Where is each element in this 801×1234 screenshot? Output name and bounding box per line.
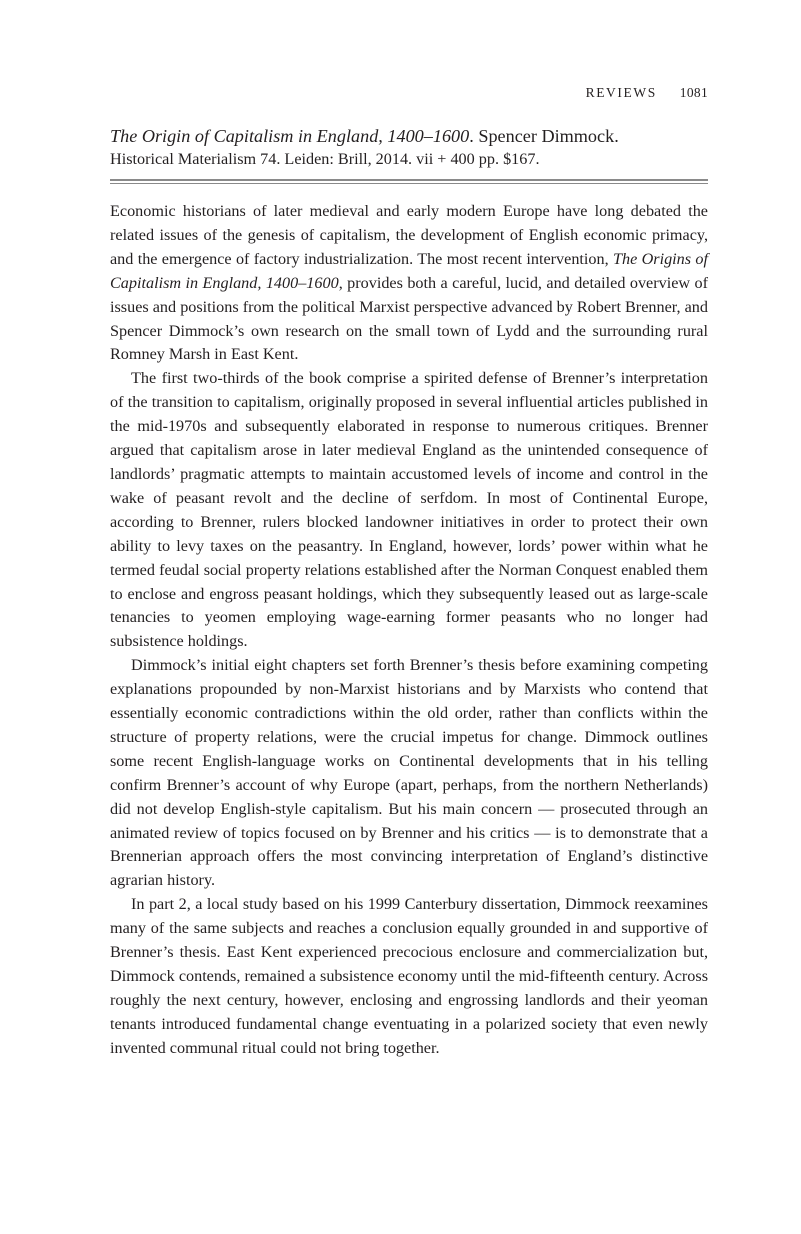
book-author: Spencer Dimmock.	[473, 126, 619, 146]
paragraph-1	[110, 200, 708, 367]
citation-publication: Historical Materialism 74. Leiden: Brill, 2014. vii + 400 pp. $167.	[110, 150, 540, 168]
page-number: 1081	[679, 85, 708, 100]
book-title: The Origin of Capitalism in England, 1400–1600	[110, 126, 470, 146]
paragraph-1-text-end: , provides both a careful, lucid, and detailed overview of issues and positions from the political Marxist perspective advanced by Robert Brenner, and Spencer Dimmock’s own research on the small town of Lydd and the surrounding rural Romney Marsh in East Kent.	[110, 273, 708, 364]
paragraph-4: In part 2, a local study based on his 1999 Canterbury dissertation, Dimmock reexamines many of the same subjects and reaches a conclusion equally grounded in and supportive of Brenner’s thesis. East Kent experienced precocious enclosure and commercialization but, Dimmock contends, remained a subsistence economy until the mid-fifteenth century. Across roughly the next century, however, enclosing and engrossing landlords and their yeoman tenants introduced fundamental change eventuating in a polarized society that even newly invented communal ritual could not bring together.	[110, 895, 708, 1057]
paragraph-2: The first two-thirds of the book comprise a spirited defense of Brenner’s interpretation of the transition to capitalism, originally proposed in several influential articles published in the mid-1970s and subsequently elaborated in response to numerous critiques. Brenner argued that capitalism arose in later medieval England as the unintended consequence of landlords’ pragmatic attempts to maintain accustomed levels of income and control in the wake of peasant revolt and the decline of serfdom. In most of Continental Europe, according to Brenner, rulers blocked landowner initiatives in order to protect their own ability to levy taxes on the peasantry. In England, however, lords’ power within what he termed feudal social property relations established after the Norman Conquest enabled them to enclose and engross peasant holdings, which they subsequently leased out as large-scale tenancies to yeomen employing wage-earning former peasants who no longer had subsistence holdings.	[110, 369, 708, 651]
paragraph-1-book-title: The Origins of Capitalism in England, 1400–1600	[110, 249, 708, 292]
running-head	[586, 85, 708, 101]
running-head-section: REVIEWS	[585, 85, 657, 100]
book-title-period: .	[469, 126, 474, 146]
book-citation	[110, 124, 710, 170]
citation-title-line	[110, 124, 710, 148]
paragraph-1-text-start: Economic historians of later medieval and early modern Europe have long debated the related issues of the genesis of capitalism, the development of English economic primacy, and the emergence of factory industrialization. The most recent intervention,	[110, 202, 708, 268]
paragraph-3: Dimmock’s initial eight chapters set forth Brenner’s thesis before examining competing explanations propounded by non-Marxist historians and by Marxists who contend that essentially economic contradictions within the old order, rather than conflicts within the structure of property relations, were the crucial impetus for change. Dimmock outlines some recent English-language works on Continental developments that in his telling confirm Brenner’s account of why Europe (apart, perhaps, from the northern Netherlands) did not develop English-style capitalism. But his main concern — prosecuted through an animated review of topics focused on by Brenner and his critics — is to demonstrate that a Brennerian approach offers the most convincing interpretation of England’s distinctive agrarian history.	[110, 656, 708, 890]
review-body	[110, 200, 708, 1061]
header-double-rule	[110, 179, 708, 184]
